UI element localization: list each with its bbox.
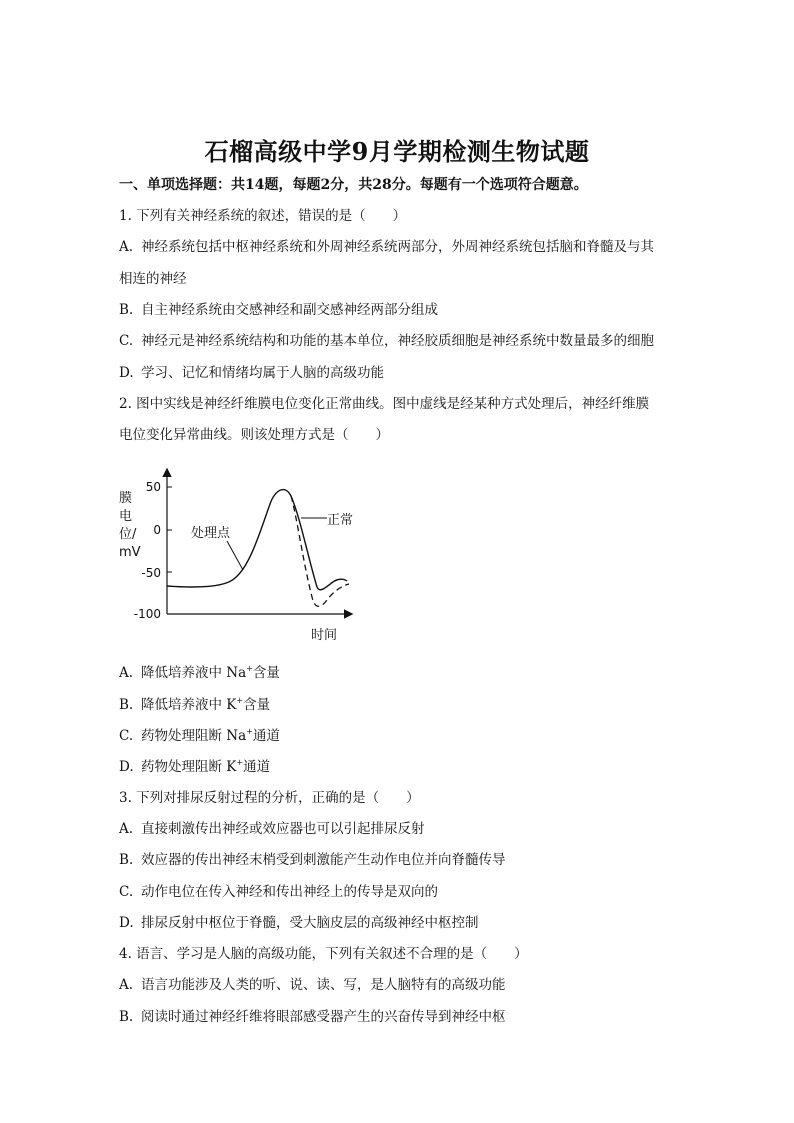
q1-option-d	[119, 364, 384, 382]
option-text: 含量	[243, 697, 271, 713]
option-text: 排尿反射中枢位于脊髓，受大脑皮层的高级神经中枢控制	[141, 915, 479, 931]
option-text: 降低培养液中 Na	[141, 665, 247, 681]
option-text: 动作电位在传入神经和传出神经上的传导是双向的	[141, 884, 438, 900]
q3-option-c	[119, 883, 438, 901]
option-label: D.	[119, 365, 134, 381]
section-heading: 一、单项选择题：共14题，每题2分，共28分。每题有一个选项符合题意。	[119, 177, 588, 193]
q2-option-d	[119, 758, 270, 776]
option-text: 学习、记忆和情绪均属于人脑的高级功能	[141, 365, 384, 381]
q2-option-a	[119, 664, 280, 682]
option-text: 直接刺激传出神经或效应器也可以引起排尿反射	[141, 821, 425, 837]
x-axis-label: 时间	[311, 628, 338, 643]
q1-option-b	[119, 301, 438, 319]
page-title: 石榴高级中学9月学期检测生物试题	[204, 137, 590, 166]
y-tick-label: -50	[141, 566, 161, 580]
y-axis-label: mV	[119, 545, 141, 560]
point-pointer	[227, 541, 243, 570]
option-label: A.	[119, 821, 134, 837]
q3-option-a	[119, 820, 425, 838]
superscript: +	[246, 663, 253, 673]
question-2-stem-cont: 电位变化异常曲线。则该处理方式是（ ）	[119, 427, 389, 443]
option-text: 效应器的传出神经末梢受到刺激能产生动作电位并向脊髓传导	[141, 852, 506, 868]
membrane-potential-graph	[115, 462, 365, 647]
option-label: B.	[119, 302, 134, 318]
option-text: 自主神经系统由交感神经和副交感神经两部分组成	[141, 302, 438, 318]
q1-option-a-cont	[119, 270, 187, 288]
option-label: B.	[119, 1009, 134, 1025]
option-text: 神经元是神经系统结构和功能的基本单位，神经胶质细胞是神经系统中数量最多的细胞	[141, 333, 654, 349]
q4-option-b	[119, 1008, 506, 1026]
option-text: 语言功能涉及人类的听、说、读、写，是人脑特有的高级功能	[141, 977, 506, 993]
option-label: A.	[119, 665, 134, 681]
option-label: A.	[119, 977, 134, 993]
y-tick-label: -100	[133, 607, 161, 621]
q1-option-a	[119, 238, 654, 256]
option-label: D.	[119, 915, 134, 931]
superscript: +	[236, 757, 244, 767]
option-label: C.	[119, 728, 134, 744]
q3-option-b	[119, 851, 506, 869]
question-4-stem: 4. 语言、学习是人脑的高级功能，下列有关叙述不合理的是（ ）	[119, 946, 528, 962]
y-tick-label: 50	[145, 480, 161, 494]
option-label: A.	[119, 239, 134, 255]
treatment-point-label: 处理点	[191, 526, 231, 541]
option-text: 通道	[252, 728, 280, 744]
option-text: 相连的神经	[119, 271, 187, 287]
y-axis-label: 膜	[119, 491, 133, 506]
option-text: 药物处理阻断 K	[141, 759, 237, 775]
question-2-stem: 2. 图中实线是神经纤维膜电位变化正常曲线。图中虚线是经某种方式处理后，神经纤维膜	[119, 396, 650, 412]
question-1-stem: 1. 下列有关神经系统的叙述，错误的是（ ）	[119, 208, 407, 224]
q2-option-c	[119, 727, 280, 745]
q4-option-a	[119, 976, 506, 994]
y-axis-label: 电	[119, 509, 133, 524]
normal-curve-label: 正常	[327, 513, 354, 528]
superscript: +	[236, 695, 244, 705]
q1-option-c	[119, 332, 654, 350]
y-tick-label: 0	[153, 523, 161, 537]
question-3-stem: 3. 下列对排尿反射过程的分析，正确的是（ ）	[119, 790, 420, 806]
option-label: D.	[119, 759, 134, 775]
superscript: +	[246, 726, 253, 736]
option-label: C.	[119, 333, 134, 349]
q3-option-d	[119, 914, 479, 932]
option-label: B.	[119, 852, 134, 868]
option-text: 通道	[243, 759, 271, 775]
option-label: C.	[119, 884, 134, 900]
option-text: 含量	[252, 665, 280, 681]
option-text: 降低培养液中 K	[141, 697, 237, 713]
y-axis-label: 位/	[119, 527, 137, 542]
q2-option-b	[119, 696, 270, 714]
option-label: B.	[119, 697, 134, 713]
option-text: 药物处理阻断 Na	[141, 728, 247, 744]
option-text: 阅读时通过神经纤维将眼部感受器产生的兴奋传导到神经中枢	[141, 1009, 506, 1025]
option-text: 神经系统包括中枢神经系统和外周神经系统两部分，外周神经系统包括脑和脊髓及与其	[141, 239, 654, 255]
